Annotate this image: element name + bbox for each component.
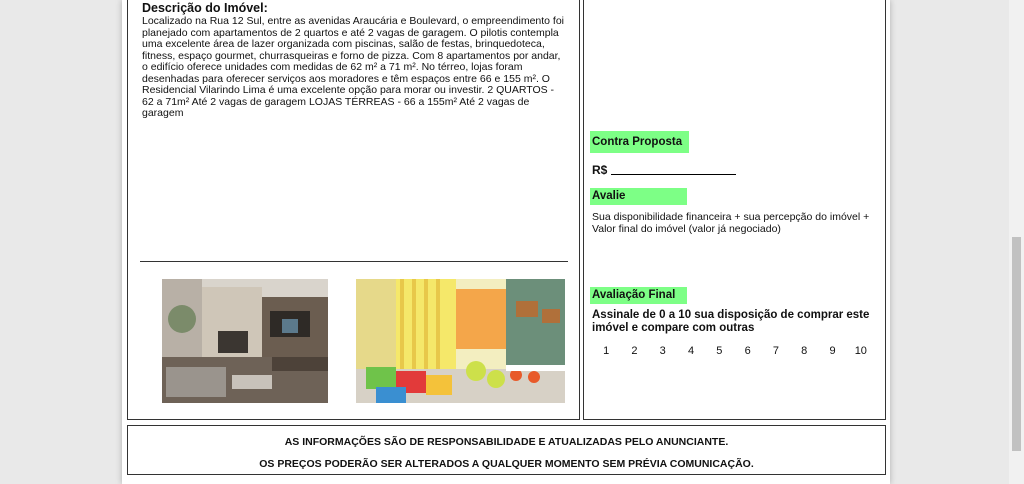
score-9[interactable]: 9 bbox=[829, 345, 836, 357]
divider bbox=[140, 261, 568, 262]
avalie-text: Sua disponibilidade financeira + sua percepção do imóvel + Valor final do imóvel (valor já negociado) bbox=[592, 211, 870, 235]
vertical-scrollbar[interactable] bbox=[1009, 0, 1024, 484]
playroom-photo bbox=[356, 279, 565, 403]
score-1[interactable]: 1 bbox=[603, 345, 610, 357]
score-6[interactable]: 6 bbox=[744, 345, 751, 357]
score-2[interactable]: 2 bbox=[631, 345, 638, 357]
score-5[interactable]: 5 bbox=[716, 345, 723, 357]
living-room-photo bbox=[162, 279, 328, 403]
score-4[interactable]: 4 bbox=[687, 345, 695, 357]
avalie-heading: Avalie bbox=[590, 188, 687, 205]
evaluation-panel bbox=[583, 0, 886, 420]
contra-proposta-heading: Contra Proposta bbox=[590, 131, 689, 153]
description-title: Descrição do Imóvel: bbox=[142, 1, 268, 15]
avaliacao-final-instructions: Assinale de 0 a 10 sua disposição de comprar este imóvel e compare com outras bbox=[592, 309, 870, 334]
description-text: Localizado na Rua 12 Sul, entre as avenidas Araucária e Boulevard, o empreendimento foi planejado com apartamentos de 2 quartos e até 2 vagas de garagem. O pilotis contempla uma excelente área de lazer organizada com piscinas, salão de festas, brinquedoteca, fitness, espaço gourmet, churrasqueiras e forno de pizza. Com 8 apartamentos por andar, o edifício oferece unidades com medidas de 62 m² a 71 m². No térreo, lojas foram desenhadas para oferecer serviços aos moradores e têm espaços entre 66 e 155 m². O Residencial Vilarindo Lima é uma excelente opção para morar ou investir. 2 QUARTOS - 62 a 71m² Até 2 vagas de garagem LOJAS TÉRREAS - 66 a 155m² Até 2 vagas de garagem bbox=[142, 15, 565, 119]
scrollbar-thumb[interactable] bbox=[1012, 237, 1021, 451]
score-10[interactable]: 10 bbox=[854, 345, 867, 357]
avaliacao-final-heading: Avaliação Final bbox=[590, 287, 687, 304]
currency-label: R$ bbox=[592, 163, 608, 177]
counter-offer-field[interactable] bbox=[592, 162, 736, 177]
disclaimer-line-1: AS INFORMAÇÕES SÃO DE RESPONSABILIDADE E ATUALIZADAS PELO ANUNCIANTE. bbox=[284, 436, 729, 448]
counter-offer-line[interactable] bbox=[611, 162, 736, 175]
disclaimer-footer bbox=[127, 425, 886, 475]
score-scale bbox=[592, 345, 875, 357]
score-8[interactable]: 8 bbox=[801, 345, 808, 357]
score-3[interactable]: 3 bbox=[659, 345, 666, 357]
score-7[interactable]: 7 bbox=[772, 345, 779, 357]
disclaimer-line-2: OS PREÇOS PODERÃO SER ALTERADOS A QUALQUER MOMENTO SEM PRÉVIA COMUNICAÇÃO. bbox=[259, 458, 754, 470]
property-description-panel bbox=[127, 0, 580, 420]
print-page bbox=[122, 0, 890, 484]
